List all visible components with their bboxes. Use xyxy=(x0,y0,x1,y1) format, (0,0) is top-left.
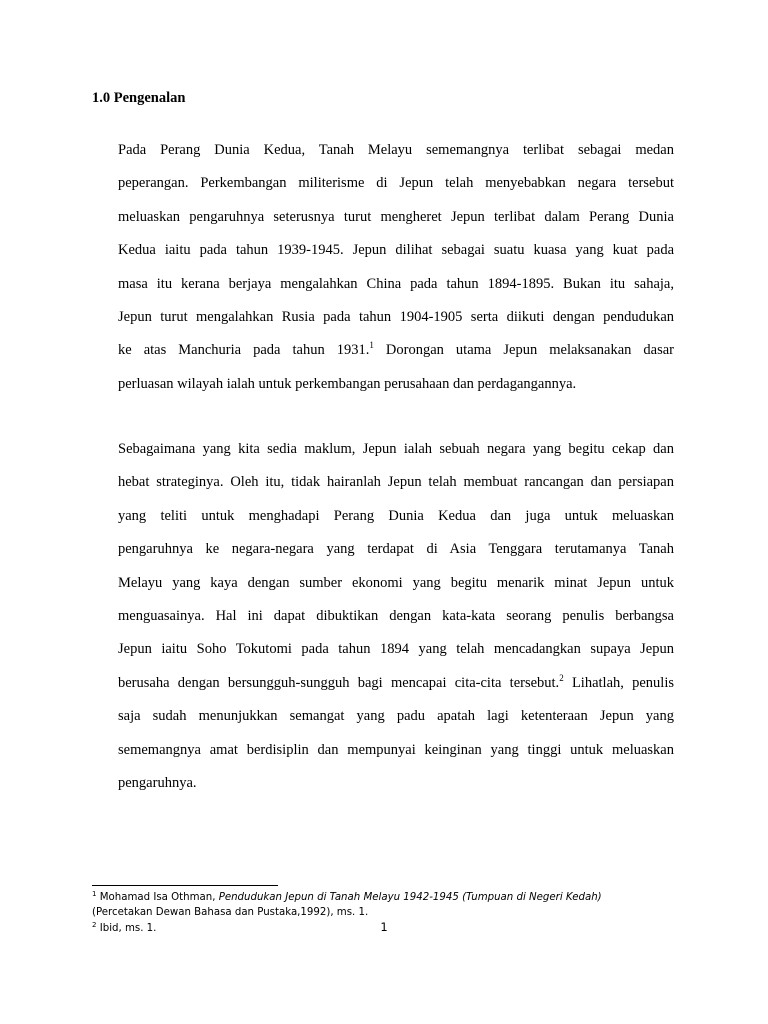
paragraph-line: sememangnya amat berdisiplin dan mempunyai keinginan yang tinggi untuk meluaskan xyxy=(118,741,674,758)
paragraph-line: pengaruhnya. xyxy=(118,774,197,791)
footnote-1 xyxy=(92,890,692,905)
paragraph-line xyxy=(118,667,674,700)
paragraph-line: hebat strateginya. Oleh itu, tidak hairanlah Jepun telah membuat rancangan dan persiapan xyxy=(118,474,674,491)
footnote-reference: 2 xyxy=(559,672,564,683)
footnote-number: 1 xyxy=(92,890,97,898)
paragraph-line-part: berusaha dengan bersungguh-sungguh bagi mencapai cita-cita tersebut. xyxy=(118,674,560,691)
paragraph-strategy xyxy=(118,433,674,800)
paragraph-line-part: ke atas Manchuria pada tahun 1931. xyxy=(118,342,370,359)
footnote-number: 2 xyxy=(92,920,97,929)
paragraph-introduction xyxy=(118,134,674,401)
paragraph-line: yang teliti untuk menghadapi Perang Dunia Kedua dan juga untuk meluaskan xyxy=(118,507,674,524)
paragraph-line xyxy=(118,334,674,367)
footnote-author: Mohamad Isa Othman, xyxy=(99,892,219,903)
paragraph-line: Melayu yang kaya dengan sumber ekonomi yang begitu menarik minat Jepun untuk xyxy=(118,574,674,591)
paragraph-line: Jepun turut mengalahkan Rusia pada tahun 1904-1905 serta diikuti dengan pendudukan xyxy=(118,308,674,325)
footnote-1-publisher: (Percetakan Dewan Bahasa dan Pustaka,1992), ms. 1. xyxy=(92,907,369,919)
paragraph-line: perluasan wilayah ialah untuk perkembangan perusahaan dan perdagangannya. xyxy=(118,375,577,392)
paragraph-line: masa itu kerana berjaya mengalahkan China pada tahun 1894-1895. Bukan itu sahaja, xyxy=(118,275,674,292)
footnote-divider xyxy=(92,885,278,886)
footnote-reference: 1 xyxy=(369,340,374,351)
paragraph-line: Sebagaimana yang kita sedia maklum, Jepun ialah sebuah negara yang begitu cekap dan xyxy=(118,441,674,457)
paragraph-line: saja sudah menunjukkan semangat yang padu apatah lagi ketenteraan Jepun yang xyxy=(118,708,674,725)
paragraph-line: peperangan. Perkembangan militerisme di Jepun telah menyebabkan negara tersebut xyxy=(118,175,674,192)
section-heading: 1.0 Pengenalan xyxy=(92,90,186,106)
paragraph-line: Pada Perang Dunia Kedua, Tanah Melayu sememangnya terlibat sebagai medan xyxy=(118,142,674,158)
paragraph-line: Kedua iaitu pada tahun 1939-1945. Jepun dilihat sebagai suatu kuasa yang kuat pada xyxy=(118,242,674,259)
paragraph-line: Jepun iaitu Soho Tokutomi pada tahun 1894 yang telah mencadangkan supaya Jepun xyxy=(118,641,674,658)
paragraph-line-part: Dorongan utama Jepun melaksanakan dasar xyxy=(385,342,674,359)
page-number: 1 xyxy=(380,920,388,934)
footnote-title: Pendudukan Jepun di Tanah Melayu 1942-1945 (Tumpuan di Negeri Kedah) xyxy=(218,892,602,903)
paragraph-line: menguasainya. Hal ini dapat dibuktikan dengan kata-kata seorang penulis berbangsa xyxy=(118,607,674,624)
paragraph-line-part: Lihatlah, penulis xyxy=(571,674,674,691)
paragraph-line: pengaruhnya ke negara-negara yang terdapat di Asia Tenggara terutamanya Tanah xyxy=(118,541,674,558)
paragraph-line: meluaskan pengaruhnya seterusnya turut mengheret Jepun terlibat dalam Perang Dunia xyxy=(118,208,674,225)
footnote-text: Ibid, ms. 1. xyxy=(99,922,157,934)
